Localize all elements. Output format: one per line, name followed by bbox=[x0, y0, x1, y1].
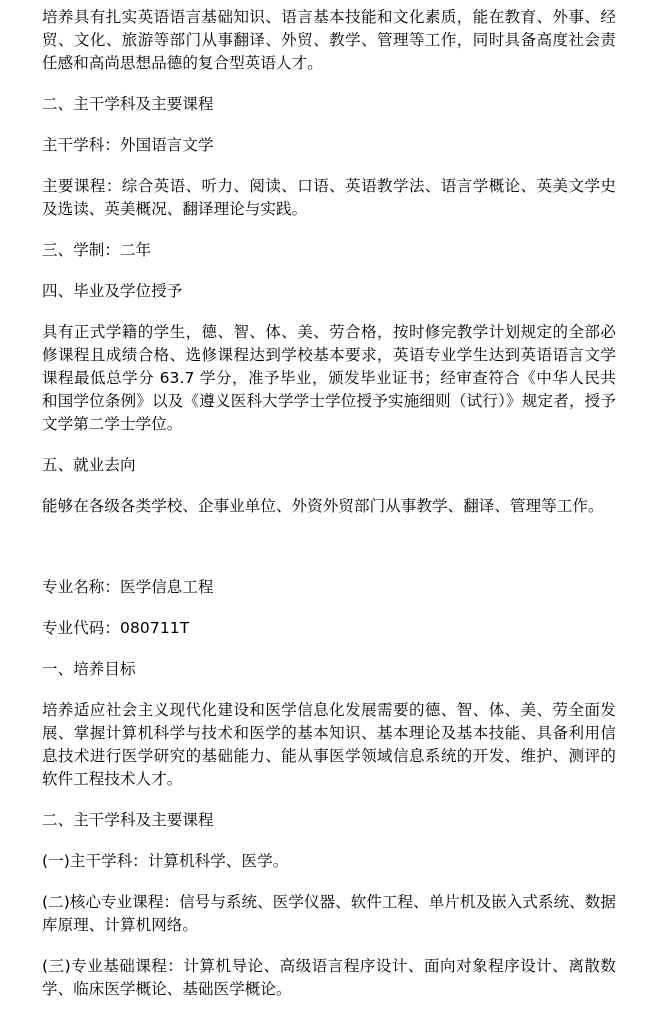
section-heading-objective: 一、培养目标 bbox=[42, 660, 136, 678]
major-code-line: 专业代码：080711T bbox=[42, 619, 190, 637]
document-body bbox=[42, 6, 616, 1001]
section-heading-main-subjects: 二、主干学科及主要课程 bbox=[42, 95, 214, 113]
section-heading-graduation: 四、毕业及学位授予 bbox=[42, 282, 183, 300]
employment-paragraph: 能够在各级各类学校、企事业单位、外资外贸部门从事教学、翻译、管理等工作。 bbox=[42, 497, 604, 515]
list-item-main-subject: (一)主干学科：计算机科学、医学。 bbox=[42, 852, 289, 870]
section-heading-employment: 五、就业去向 bbox=[42, 456, 136, 474]
list-item-core-courses: (二)核心专业课程：信号与系统、医学仪器、软件工程、单片机及嵌入式系统、数据库原理、计算机网络。 bbox=[42, 893, 616, 934]
graduation-paragraph: 具有正式学籍的学生，德、智、体、美、劳合格，按时修完教学计划规定的全部必修课程且成绩合格、选修课程达到学校基本要求，英语专业学生达到英语语言文学课程最低总学分 63.7 学分，准予毕业，颁发毕业证书；经审查符合《中华人民共和国学位条例》以及《遵义医科大学学士学位授予实施细则（试行）》规定者，授予文学第二学士学位。 bbox=[42, 323, 616, 433]
main-subject-line: 主干学科：外国语言文学 bbox=[42, 136, 214, 154]
list-item-foundation-courses: (三)专业基础课程：计算机导论、高级语言程序设计、面向对象程序设计、离散数学、临床医学概论、基础医学概论。 bbox=[42, 957, 616, 998]
section-heading-main-subjects-2: 二、主干学科及主要课程 bbox=[42, 811, 214, 829]
objective-paragraph: 培养适应社会主义现代化建设和医学信息化发展需要的德、智、体、美、劳全面发展、掌握计算机科学与技术和医学的基本知识、基本理论及基本技能、具备利用信息技术进行医学研究的基础能力、能从事医学领域信息系统的开发、维护、测评的软件工程技术人才。 bbox=[42, 701, 616, 788]
main-courses-paragraph: 主要课程：综合英语、听力、阅读、口语、英语教学法、语言学概论、英美文学史及选读、英美概况、翻译理论与实践。 bbox=[42, 177, 616, 218]
duration-heading: 三、学制：二年 bbox=[42, 241, 152, 259]
intro-paragraph: 培养具有扎实英语语言基础知识、语言基本技能和文化素质，能在教育、外事、经贸、文化、旅游等部门从事翻译、外贸、教学、管理等工作，同时具备高度社会责任感和高尚思想品德的复合型英语人才。 bbox=[42, 8, 616, 72]
major-name-line: 专业名称：医学信息工程 bbox=[42, 578, 214, 596]
